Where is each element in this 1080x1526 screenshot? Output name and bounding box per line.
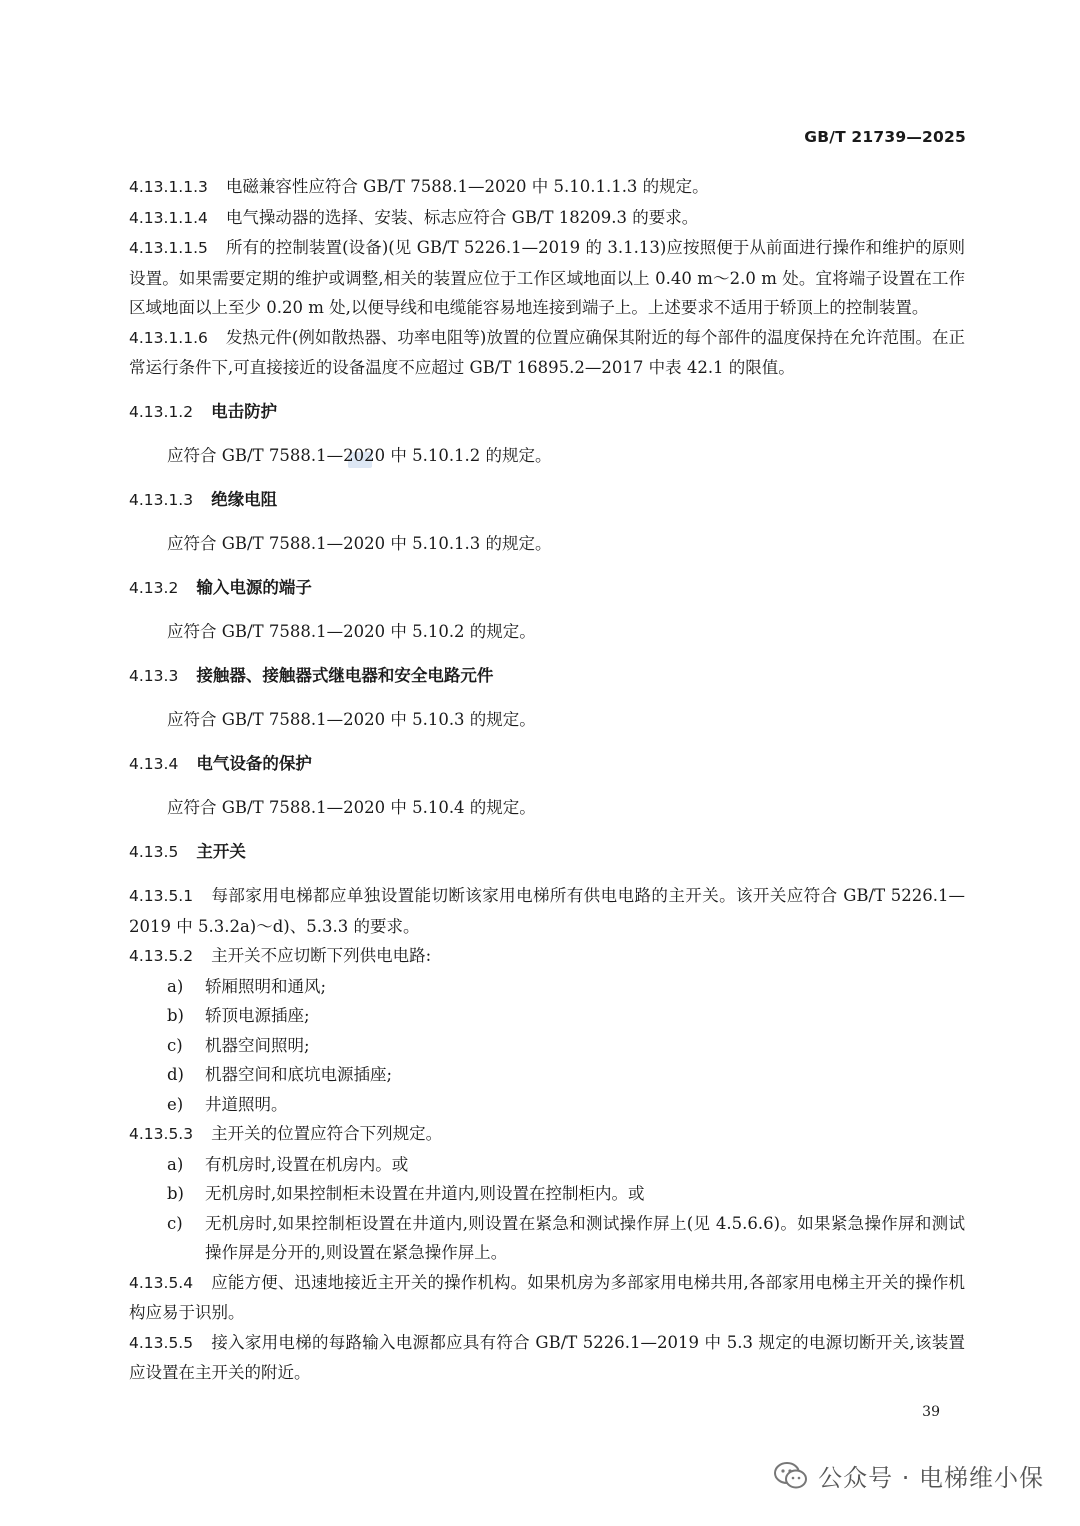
heading-number: 4.13.3 bbox=[129, 666, 179, 685]
heading-number: 4.13.2 bbox=[129, 578, 179, 597]
clause-text: 主开关的位置应符合下列规定。 bbox=[211, 1124, 443, 1143]
heading-body: 应符合 GB/T 7588.1—2020 中 5.10.1.3 的规定。 bbox=[167, 534, 552, 553]
list-item bbox=[129, 972, 965, 1002]
clause-text: 发热元件(例如散热器、功率电阻等)放置的位置应确保其附近的每个部件的温度保持在允许范围。在正常运行条件下,可直接接近的设备温度不应超过 GB/T 16895.2—2017 中表 42.1 的限值。 bbox=[129, 327, 965, 377]
standard-code: GB/T 21739—2025 bbox=[804, 128, 966, 146]
clause-4-13-5-2 bbox=[129, 941, 965, 972]
heading-4-13-5 bbox=[129, 837, 965, 868]
clause-4-13-5-3 bbox=[129, 1119, 965, 1150]
list-text: 井道照明。 bbox=[205, 1094, 288, 1114]
heading-title: 电气设备的保护 bbox=[196, 753, 312, 773]
list-text: 机器空间和底坑电源插座; bbox=[205, 1065, 393, 1084]
list-item bbox=[129, 1150, 965, 1180]
list-marker: a) bbox=[167, 1154, 184, 1174]
list-item bbox=[129, 1090, 965, 1120]
document-body bbox=[129, 172, 965, 1388]
list-marker: c) bbox=[167, 1213, 183, 1233]
heading-title: 电击防护 bbox=[211, 401, 278, 421]
heading-4-13-4 bbox=[129, 749, 965, 780]
list-item bbox=[129, 1060, 965, 1090]
clause-number: 4.13.1.1.6 bbox=[129, 328, 208, 347]
clause-4-13-5-5 bbox=[129, 1328, 965, 1388]
heading-body: 应符合 GB/T 7588.1—2020 中 5.10.4 的规定。 bbox=[167, 798, 536, 817]
clause-4-13-5-4 bbox=[129, 1268, 965, 1328]
heading-title: 输入电源的端子 bbox=[196, 577, 312, 597]
heading-title: 接触器、接触器式继电器和安全电路元件 bbox=[196, 665, 494, 685]
heading-4-13-1-2 bbox=[129, 397, 965, 428]
clause-number: 4.13.5.4 bbox=[129, 1273, 194, 1292]
clause-number: 4.13.5.5 bbox=[129, 1333, 194, 1352]
list-item bbox=[129, 1209, 965, 1268]
list-text: 机器空间照明; bbox=[205, 1035, 310, 1055]
clause-text: 电气操动器的选择、安装、标志应符合 GB/T 18209.3 的要求。 bbox=[225, 207, 699, 227]
clause-number: 4.13.5.2 bbox=[129, 947, 194, 965]
heading-number: 4.13.4 bbox=[129, 754, 179, 773]
clause-text: 接入家用电梯的每路输入电源都应具有符合 GB/T 5226.1—2019 中 5.3 规定的电源切断开关,该装置应设置在主开关的附近。 bbox=[129, 1332, 965, 1382]
wechat-icon bbox=[774, 1462, 808, 1490]
list-item bbox=[129, 1001, 965, 1031]
clause-number: 4.13.1.1.4 bbox=[129, 208, 208, 227]
page-number: 39 bbox=[922, 1404, 940, 1420]
heading-title: 绝缘电阻 bbox=[211, 489, 278, 509]
clause-text: 应能方便、迅速地接近主开关的操作机构。如果机房为多部家用电梯共用,各部家用电梯主开关的操作机构应易于识别。 bbox=[129, 1272, 965, 1322]
clause-text: 主开关不应切断下列供电电路: bbox=[211, 946, 432, 965]
clause-number: 4.13.1.1.5 bbox=[129, 239, 208, 257]
clause-number: 4.13.1.1.3 bbox=[129, 178, 208, 196]
watermark-text: 公众号 · 电梯维小保 bbox=[818, 1464, 1044, 1492]
list-text: 有机房时,设置在机房内。或 bbox=[205, 1154, 409, 1174]
list-marker: e) bbox=[167, 1094, 184, 1114]
list-item bbox=[129, 1179, 965, 1209]
heading-number: 4.13.5 bbox=[129, 842, 179, 861]
heading-title: 主开关 bbox=[196, 841, 246, 861]
list-text: 轿厢照明和通风; bbox=[205, 976, 327, 996]
clause-4-13-1-1-6 bbox=[129, 323, 965, 383]
list-text: 无机房时,如果控制柜设置在井道内,则设置在紧急和测试操作屏上(见 4.5.6.6)。如果紧急操作屏和测试操作屏是分开的,则设置在紧急操作屏上。 bbox=[205, 1213, 965, 1262]
watermark bbox=[774, 1458, 1044, 1493]
clause-4-13-1-1-4 bbox=[129, 203, 965, 234]
clause-4-13-5-1 bbox=[129, 881, 965, 941]
list-marker: d) bbox=[167, 1065, 184, 1084]
heading-body: 应符合 GB/T 7588.1—2020 中 5.10.2 的规定。 bbox=[167, 622, 536, 641]
heading-body: 应符合 GB/T 7588.1—2020 中 5.10.1.2 的规定。 bbox=[167, 446, 552, 465]
list-marker: b) bbox=[167, 1006, 184, 1025]
heading-number: 4.13.1.2 bbox=[129, 402, 194, 421]
heading-4-13-2 bbox=[129, 573, 965, 604]
clause-text: 所有的控制装置(设备)(见 GB/T 5226.1—2019 的 3.1.13)应按照便于从前面进行操作和维护的原则设置。如果需要定期的维护或调整,相关的装置应位于工作区域地面以上 0.40 m～2.0 m 处。宜将端子设置在工作区域地面以上至少 0.20 m 处,以便导线和电缆能容易地连接到端子上。上述要求不适用于轿顶上的控制装置。 bbox=[129, 238, 965, 317]
list-item bbox=[129, 1031, 965, 1061]
heading-4-13-1-3 bbox=[129, 485, 965, 516]
list-text: 轿顶电源插座; bbox=[205, 1006, 310, 1025]
clause-4-13-1-1-5 bbox=[129, 233, 965, 323]
list-marker: c) bbox=[167, 1035, 183, 1055]
list-marker: a) bbox=[167, 976, 184, 996]
clause-text: 每部家用电梯都应单独设置能切断该家用电梯所有供电电路的主开关。该开关应符合 GB/T 5226.1—2019 中 5.3.2a)～d)、5.3.3 的要求。 bbox=[129, 886, 965, 936]
clause-text: 电磁兼容性应符合 GB/T 7588.1—2020 中 5.10.1.1.3 的规定。 bbox=[225, 177, 709, 196]
clause-number: 4.13.5.3 bbox=[129, 1125, 194, 1143]
clause-4-13-1-1-3 bbox=[129, 172, 965, 203]
clause-number: 4.13.5.1 bbox=[129, 887, 194, 905]
heading-4-13-3 bbox=[129, 661, 965, 692]
list-text: 无机房时,如果控制柜未设置在井道内,则设置在控制柜内。或 bbox=[205, 1184, 645, 1203]
heading-body: 应符合 GB/T 7588.1—2020 中 5.10.3 的规定。 bbox=[167, 710, 536, 729]
list-marker: b) bbox=[167, 1184, 184, 1203]
heading-number: 4.13.1.3 bbox=[129, 490, 194, 509]
